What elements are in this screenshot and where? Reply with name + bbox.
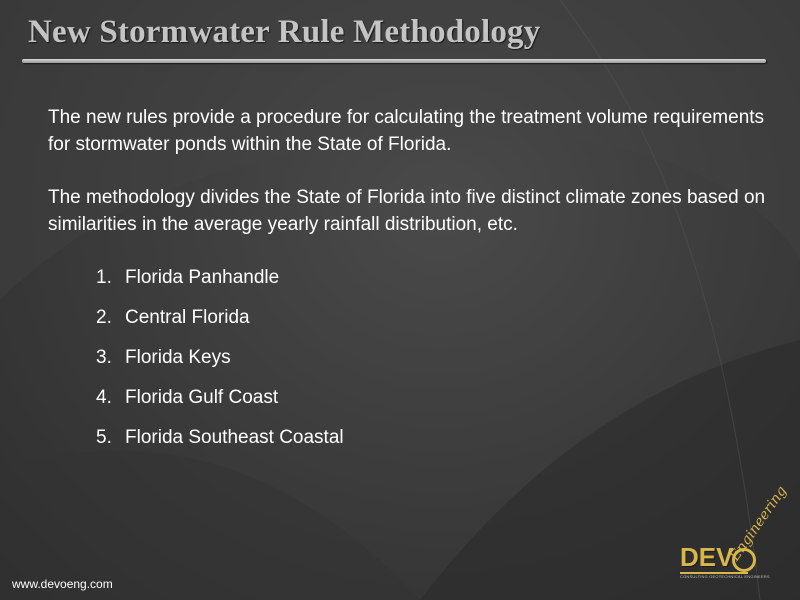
list-item — [96, 384, 344, 424]
logo-tagline: CONSULTING GEOTECHNICAL ENGINEERS — [680, 574, 770, 579]
logo-script: Engineering — [726, 483, 791, 564]
title-underline — [22, 59, 766, 63]
list-item-label: Florida Keys — [125, 347, 231, 368]
list-item-label: Florida Panhandle — [125, 267, 280, 288]
intro-paragraph: The new rules provide a procedure for calculating the treatment volume requirements for stormwater ponds within the State of Florida. — [48, 107, 765, 155]
list-item-label: Florida Gulf Coast — [125, 387, 279, 408]
footer-website-link[interactable]: www.devoeng.com — [12, 577, 113, 591]
list-item — [96, 344, 344, 384]
list-item-label: Central Florida — [125, 307, 250, 328]
list-item — [96, 264, 344, 304]
climate-zone-list — [96, 264, 344, 464]
list-item-number: 3. — [96, 347, 112, 368]
list-item-number: 1. — [96, 267, 112, 288]
company-logo — [676, 483, 796, 594]
list-item-number: 4. — [96, 387, 112, 408]
logo-wordmark: DEV — [680, 542, 734, 572]
slide-title: New Stormwater Rule Methodology — [28, 14, 541, 50]
list-item — [96, 304, 344, 344]
list-item-label: Florida Southeast Coastal — [125, 427, 344, 448]
list-item-number: 2. — [96, 307, 112, 328]
list-item-number: 5. — [96, 427, 112, 448]
methodology-paragraph: The methodology divides the State of Florida into five distinct climate zones based on similarities in the average yearly rainfall distribution, etc. — [48, 187, 766, 235]
list-item — [96, 424, 344, 464]
